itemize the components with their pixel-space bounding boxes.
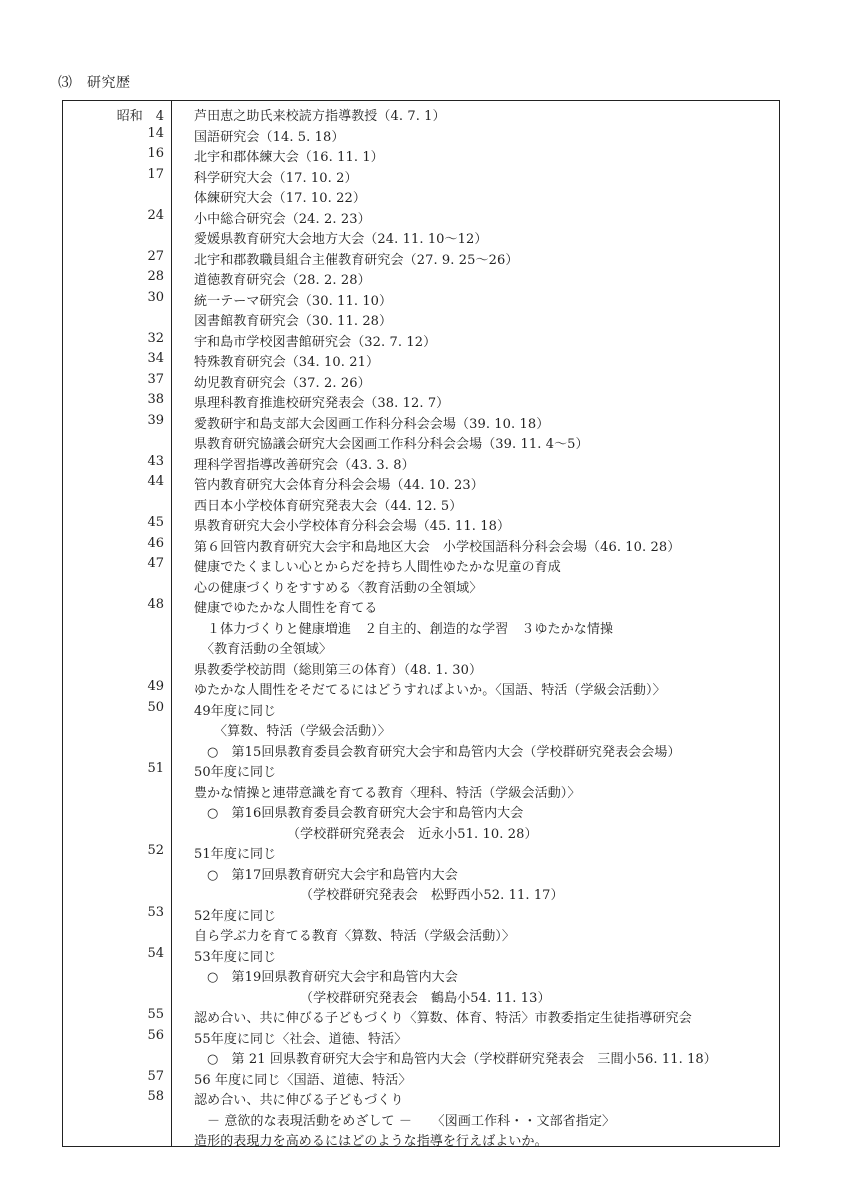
event-text: 49年度に同じ: [194, 703, 277, 719]
event-text: 第６回管内教育研究大会宇和島地区大会 小学校国語科分科会会場（46. 10. 28）: [194, 539, 681, 555]
year-cell: 昭和 4: [116, 109, 164, 124]
history-row: [62, 492, 780, 513]
event-text: 認め合い、共に伸びる子どもづくり: [194, 1093, 404, 1108]
event-text: 造形的表現力を高めるにはどのような指導を行えばよいか。: [194, 1134, 548, 1149]
event-text: 芦田恵之助氏来校読方指導教授（4. 7. 1）: [194, 109, 446, 124]
event-text: （学校群研究発表会 近永小51. 10. 28）: [287, 826, 538, 842]
history-row: [62, 779, 780, 800]
event-text: 53年度に同じ: [194, 949, 277, 965]
event-text: ゆたかな人間性をそだてるにはどうすればよいか。〈国語、特活（学級会活動）〉: [194, 683, 666, 698]
history-row: [62, 512, 780, 533]
year-cell: 34: [147, 351, 164, 366]
history-row: [62, 697, 780, 718]
year-cell: 30: [147, 289, 164, 305]
event-text: 自ら学ぶ力を育てる教育〈算数、特活（学級会活動）〉: [194, 929, 516, 944]
history-row: [62, 656, 780, 677]
year-cell: 16: [147, 146, 164, 161]
event-text: 県理科教育推進校研究発表会（38. 12. 7）: [194, 396, 450, 411]
history-row: [62, 1004, 780, 1025]
history-row: [62, 287, 780, 308]
event-text: ○ 第 21 回県教育研究大会宇和島管内大会（学校群研究発表会 三間小56. 11. 18）: [207, 1052, 717, 1067]
event-text: 愛媛県教育研究大会地方大会（24. 11. 10〜12）: [194, 232, 488, 247]
history-row: [62, 594, 780, 615]
history-row: [62, 123, 780, 144]
event-text: 県教育研究協議会研究大会図画工作科分科会会場（39. 11. 4〜5）: [194, 437, 589, 452]
history-rows: [62, 102, 780, 1148]
history-row: [62, 471, 780, 492]
event-text: 道徳教育研究会（28. 2. 28）: [194, 273, 371, 288]
event-text: （学校群研究発表会 松野西小52. 11. 17）: [300, 888, 564, 903]
event-text: 体練研究大会（17. 10. 22）: [194, 191, 366, 206]
history-row: [62, 410, 780, 431]
history-row: [62, 635, 780, 656]
year-cell: 49: [147, 679, 164, 694]
section-heading: ⑶ 研究歴: [58, 75, 131, 91]
event-text: ○ 第15回県教育委員会教育研究大会宇和島管内大会（学校群研究発表会会場）: [207, 744, 681, 760]
history-row: [62, 820, 780, 841]
history-row: [62, 225, 780, 246]
event-text: 特殊教育研究会（34. 10. 21）: [194, 355, 380, 370]
history-row: [62, 861, 780, 882]
history-row: [62, 184, 780, 205]
year-cell: 57: [147, 1068, 164, 1084]
year-cell: 48: [147, 597, 164, 612]
history-row: [62, 1045, 780, 1066]
history-row: [62, 369, 780, 390]
event-text: １体力づくりと健康増進 ２自主的、創造的な学習 ３ゆたかな情操: [207, 621, 614, 637]
year-cell: 55: [147, 1007, 164, 1022]
history-row: [62, 922, 780, 943]
event-text: 北宇和郡体練大会（16. 11. 1）: [194, 150, 384, 165]
history-row: [62, 799, 780, 820]
history-row: [62, 143, 780, 164]
year-cell: 44: [147, 474, 164, 489]
history-row: [62, 533, 780, 554]
year-cell: 56: [147, 1027, 164, 1043]
history-row: [62, 389, 780, 410]
event-text: 幼児教育研究会（37. 2. 26）: [194, 375, 371, 391]
event-text: ○ 第19回県教育研究大会宇和島管内大会: [207, 970, 458, 985]
history-row: [62, 1127, 780, 1148]
event-text: 豊かな情操と連帯意識を育てる教育〈理科、特活（学級会活動）〉: [194, 785, 581, 801]
event-text: 小中総合研究会（24. 2. 23）: [194, 211, 371, 227]
event-text: 〈教育活動の全領域〉: [201, 642, 333, 657]
event-text: 健康でたくましい心とからだを持ち人間性ゆたかな児童の育成: [194, 560, 561, 575]
event-text: 心の健康づくりをすすめる〈教育活動の全領域〉: [194, 580, 483, 596]
year-cell: 50: [147, 699, 164, 715]
history-row: [62, 553, 780, 574]
history-row: [62, 676, 780, 697]
event-text: 北宇和郡教職員組合主催教育研究会（27. 9. 25〜26）: [194, 252, 519, 268]
event-text: 健康でゆたかな人間性を育てる: [194, 601, 378, 616]
event-text: 県教育研究大会小学校体育分科会会場（45. 11. 18）: [194, 519, 511, 534]
history-row: [62, 574, 780, 595]
history-row: [62, 881, 780, 902]
year-cell: 28: [147, 269, 164, 284]
year-cell: 51: [147, 761, 164, 776]
year-cell: 52: [147, 843, 164, 858]
history-row: [62, 758, 780, 779]
history-row: [62, 717, 780, 738]
history-row: [62, 328, 780, 349]
history-row: [62, 430, 780, 451]
year-cell: 39: [147, 412, 164, 428]
event-text: 管内教育研究大会体育分科会会場（44. 10. 23）: [194, 478, 484, 493]
history-row: [62, 1066, 780, 1087]
year-cell: 38: [147, 392, 164, 407]
history-row: [62, 246, 780, 267]
year-cell: 24: [147, 207, 164, 223]
event-text: 51年度に同じ: [194, 847, 277, 862]
history-row: [62, 164, 780, 185]
history-row: [62, 984, 780, 1005]
year-cell: 58: [147, 1089, 164, 1104]
history-row: [62, 738, 780, 759]
history-row: [62, 963, 780, 984]
event-text: 52年度に同じ: [194, 908, 277, 924]
event-text: － 意欲的な表現活動をめざして － 〈図画工作科・・文部省指定〉: [207, 1113, 616, 1129]
year-cell: 54: [147, 945, 164, 961]
history-row: [62, 266, 780, 287]
year-cell: 45: [147, 515, 164, 530]
year-cell: 43: [147, 453, 164, 469]
event-text: 55年度に同じ〈社会、道徳、特活〉: [194, 1031, 408, 1047]
event-text: 西日本小学校体育研究発表大会（44. 12. 5）: [194, 498, 463, 514]
history-row: [62, 615, 780, 636]
history-row: [62, 1107, 780, 1128]
event-text: ○ 第17回県教育研究大会宇和島管内大会: [207, 867, 458, 883]
event-text: 〈算数、特活（学級会活動）〉: [214, 724, 391, 739]
event-text: ○ 第16回県教育委員会教育研究大会宇和島管内大会: [207, 806, 524, 821]
event-text: （学校群研究発表会 鶴島小54. 11. 13）: [300, 990, 551, 1006]
event-text: 県教委学校訪問（総則第三の体育）（48. 1. 30）: [194, 662, 483, 678]
year-cell: 46: [147, 535, 164, 551]
year-cell: 27: [147, 248, 164, 264]
history-row: [62, 943, 780, 964]
event-text: 愛教研宇和島支部大会図画工作科分科会会場（39. 10. 18）: [194, 416, 550, 432]
year-cell: 32: [147, 330, 164, 346]
history-row: [62, 1086, 780, 1107]
event-text: 科学研究大会（17. 10. 2）: [194, 170, 358, 186]
history-row: [62, 348, 780, 369]
event-text: 統一テーマ研究会（30. 11. 10）: [194, 293, 393, 309]
year-cell: 47: [147, 556, 164, 571]
event-text: 認め合い、共に伸びる子どもづくり〈算数、体育、特活〉市教委指定生徒指導研究会: [194, 1011, 692, 1026]
history-row: [62, 1025, 780, 1046]
year-cell: 53: [147, 904, 164, 920]
history-row: [62, 307, 780, 328]
event-text: 図書館教育研究会（30. 11. 28）: [194, 314, 393, 329]
year-cell: 37: [147, 371, 164, 387]
history-row: [62, 451, 780, 472]
year-cell: 14: [147, 125, 164, 141]
event-text: 国語研究会（14. 5. 18）: [194, 129, 345, 145]
event-text: 56 年度に同じ〈国語、道徳、特活〉: [194, 1072, 412, 1088]
history-row: [62, 205, 780, 226]
year-cell: 17: [147, 166, 164, 182]
history-row: [62, 102, 780, 123]
event-text: 宇和島市学校図書館研究会（32. 7. 12）: [194, 334, 437, 350]
event-text: 理科学習指導改善研究会（43. 3. 8）: [194, 457, 415, 473]
history-row: [62, 902, 780, 923]
event-text: 50年度に同じ: [194, 765, 277, 780]
history-row: [62, 840, 780, 861]
